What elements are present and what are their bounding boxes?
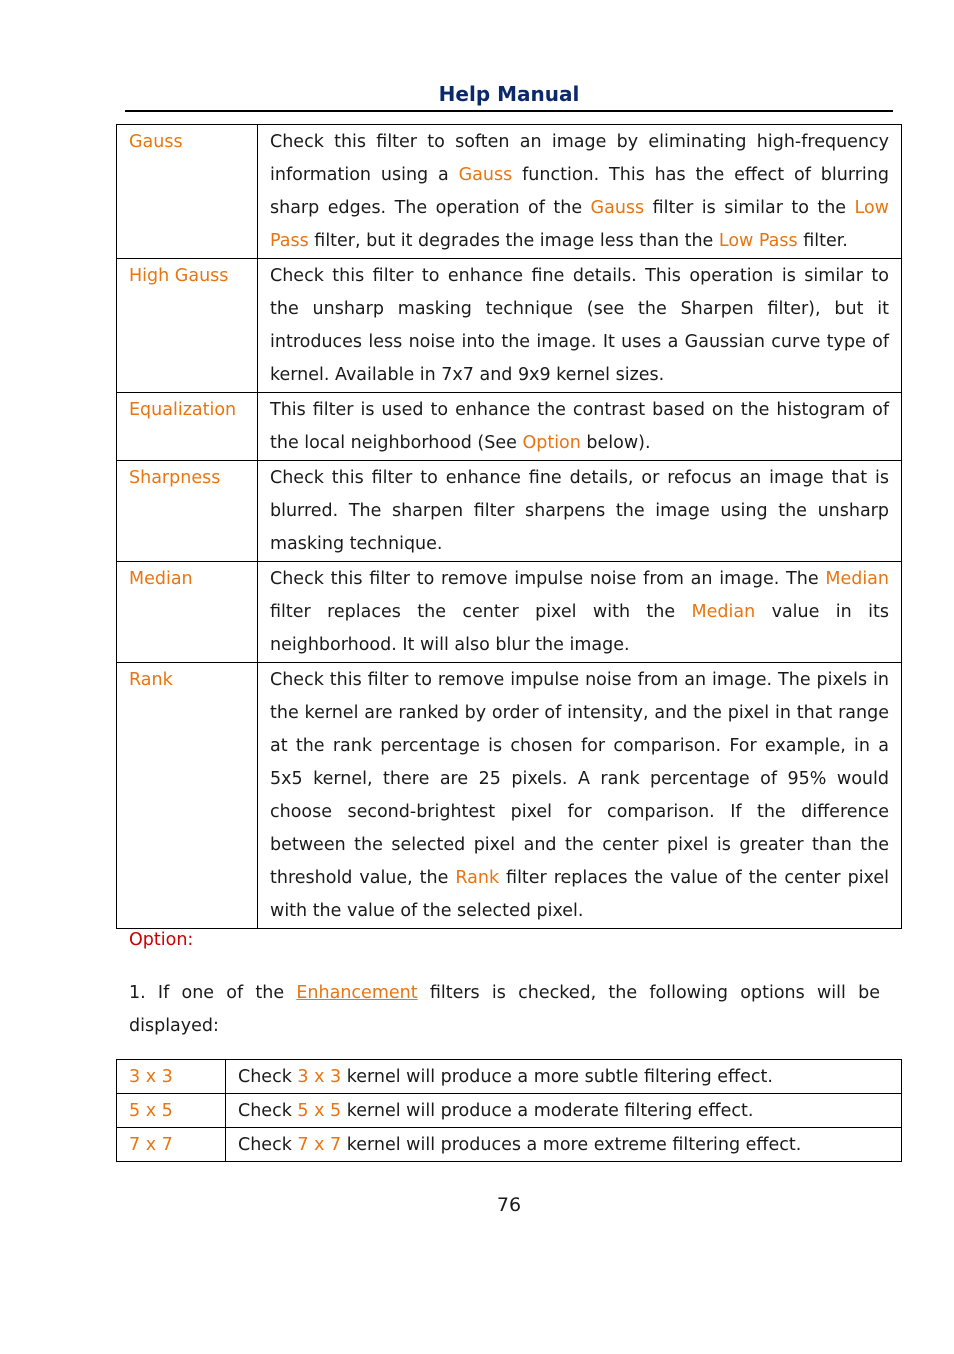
kernel-description — [226, 1060, 902, 1094]
highlighted-term: Gauss — [590, 198, 645, 218]
page-number: 76 — [496, 1194, 522, 1216]
intro-text-after: filters is checked, the following options will be displayed: — [129, 983, 880, 1036]
description-text: Check — [238, 1067, 298, 1087]
kernel-row — [117, 1060, 902, 1094]
highlighted-term: Gauss — [458, 165, 513, 185]
enhancement-link[interactable]: Enhancement — [296, 983, 418, 1003]
page-header — [125, 82, 893, 112]
highlighted-term: Low Pass — [270, 198, 889, 251]
highlighted-term: Median — [825, 569, 889, 589]
description-text: kernel will produce a moderate filtering effect. — [341, 1101, 754, 1121]
kernel-description — [226, 1094, 902, 1128]
description-text: Check this filter to remove impulse noise from an image. The — [270, 569, 826, 589]
filters-table-body — [117, 125, 902, 929]
kernel-row — [117, 1128, 902, 1162]
description-text: Check this filter to soften an image by eliminating high-frequency information using a — [270, 132, 889, 185]
filter-name: Equalization — [117, 393, 258, 461]
filter-row — [117, 461, 902, 562]
filter-row — [117, 125, 902, 259]
filters-table — [116, 124, 902, 929]
filter-row — [117, 393, 902, 461]
description-text: filter replaces the center pixel with the — [270, 602, 692, 622]
filter-description — [258, 393, 902, 461]
filter-description — [258, 562, 902, 663]
filter-description — [258, 461, 902, 562]
filter-description — [258, 663, 902, 929]
kernel-table-body — [117, 1060, 902, 1162]
highlighted-term: Low Pass — [718, 231, 798, 251]
highlighted-term: 7 x 7 — [297, 1135, 342, 1155]
kernel-row — [117, 1094, 902, 1128]
description-text: filter, but it degrades the image less than the — [308, 231, 719, 251]
option-intro — [129, 977, 880, 1043]
description-text: This filter is used to enhance the contrast based on the histogram of the local neighborhood (See — [270, 400, 889, 453]
description-text: Check — [238, 1135, 298, 1155]
intro-text-before: 1. If one of the — [129, 983, 297, 1003]
kernel-size: 5 x 5 — [117, 1094, 226, 1128]
highlighted-term: 3 x 3 — [297, 1067, 342, 1087]
filter-row — [117, 663, 902, 929]
option-heading: Option: — [129, 930, 194, 950]
kernel-options-table — [116, 1059, 902, 1162]
kernel-size: 3 x 3 — [117, 1060, 226, 1094]
filter-name: High Gauss — [117, 259, 258, 393]
description-text: kernel will produce a more subtle filtering effect. — [341, 1067, 773, 1087]
filter-name: Median — [117, 562, 258, 663]
kernel-description — [226, 1128, 902, 1162]
highlighted-term: 5 x 5 — [297, 1101, 342, 1121]
filter-description — [258, 125, 902, 259]
description-text: Check this filter to enhance fine details, or refocus an image that is blurred. The sharpen filter sharpens the image using the unsharp masking technique. — [270, 468, 889, 554]
description-text: kernel will produces a more extreme filtering effect. — [341, 1135, 802, 1155]
description-text: Check this filter to enhance fine details. This operation is similar to the unsharp masking technique (see the Sharpen filter), but it introduces less noise into the image. It uses a Gaussian curve type of kernel. Available in 7x7 and 9x9 kernel sizes. — [270, 266, 889, 385]
page-title: Help Manual — [438, 82, 580, 106]
description-text: Check — [238, 1101, 298, 1121]
description-text: filter. — [797, 231, 848, 251]
description-text: filter replaces the value of the center pixel with the value of the selected pixel. — [270, 868, 889, 921]
highlighted-term: Rank — [455, 868, 500, 888]
highlighted-term: Median — [691, 602, 756, 622]
filter-name: Rank — [117, 663, 258, 929]
description-text: value in its neighborhood. It will also blur the image. — [270, 602, 889, 655]
filter-name: Gauss — [117, 125, 258, 259]
description-text: below). — [580, 433, 651, 453]
filter-row — [117, 259, 902, 393]
description-text: Check this filter to remove impulse noise from an image. The pixels in the kernel are ranked by order of intensity, and the pixel in that range at the rank percentage is chosen for comparison. For example, in a 5x5 kernel, there are 25 pixels. A rank percentage of 95% would choose second-brightest pixel for comparison. If the difference between the selected pixel and the center pixel is greater than the threshold value, the — [270, 670, 889, 888]
filter-name: Sharpness — [117, 461, 258, 562]
description-text: filter is similar to the — [644, 198, 855, 218]
filter-description — [258, 259, 902, 393]
filter-row — [117, 562, 902, 663]
kernel-size: 7 x 7 — [117, 1128, 226, 1162]
highlighted-term: Option — [522, 433, 581, 453]
description-text: function. This has the effect of blurring sharp edges. The operation of the — [270, 165, 889, 218]
